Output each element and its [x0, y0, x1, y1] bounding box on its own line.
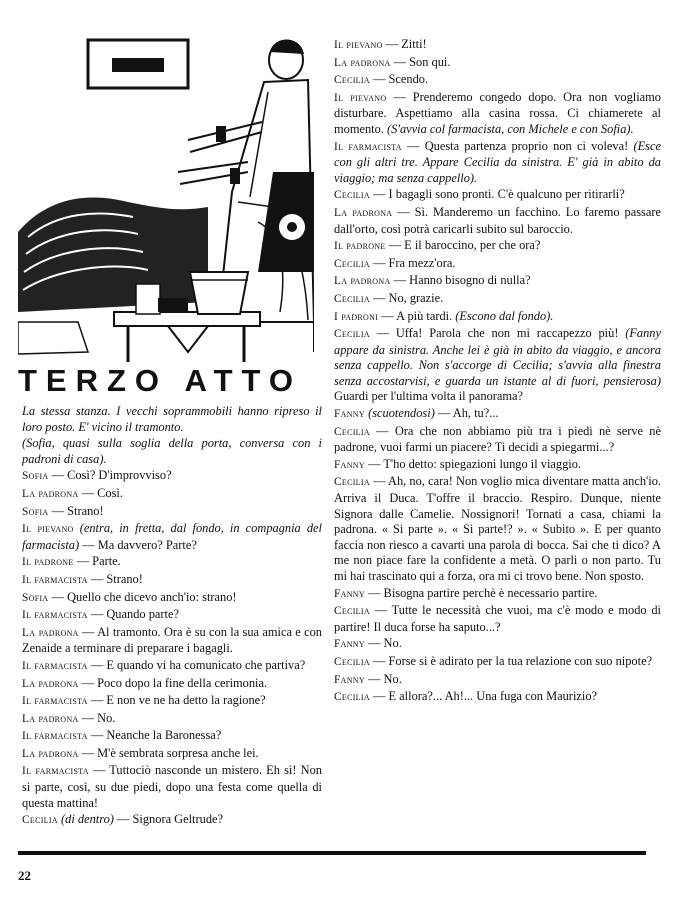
dialogue-text: — Hanno bisogno di nulla? — [393, 273, 531, 288]
speaker-name: Il farmacista — [22, 659, 88, 672]
dialogue-text: — No. — [368, 636, 402, 651]
dialogue-text: Guardi per l'ultima volta il panorama? — [334, 389, 524, 404]
dialogue-line — [22, 572, 322, 589]
speaker-name: Sofia — [22, 591, 49, 604]
dialogue-text: — E quando vi ha comunicato che partiva? — [90, 657, 306, 672]
speaker-name: Il farmacista — [22, 695, 88, 708]
act-title: TERZO ATTO — [18, 363, 303, 398]
speaker-name: Cecilia — [334, 655, 370, 668]
stage-direction: (S'avvia col farmacista, con Michele e con Sofia). — [387, 121, 634, 136]
page-number: 22 — [18, 868, 31, 883]
dialogue-text: — Ora che non abbiamo più tra i piedi nè serve nè padrone, vuoi farmi un piacere? Ti decidi a spiegarmi...? — [334, 423, 661, 455]
dialogue-text: — Tuttociò nasconde un mistero. Eh sì! Non si parte, così, su due piedi, dopo una festa come quella di questa mattina! — [22, 763, 322, 810]
speaker-name: La padrona — [22, 712, 79, 725]
dialogue-text: — Signora Geltrude? — [117, 812, 224, 827]
dialogue-line — [22, 625, 322, 657]
dialogue-text: — Uffa! Parola che non mi raccapezzo più! — [376, 326, 619, 341]
dialogue-line — [334, 256, 661, 273]
dialogue-text: — Prenderemo congedo dopo. Ora non vogliamo disturbare. Aspettiamo alla casina rossa. Ci chiamerete al momento. — [334, 89, 661, 136]
dialogue-line — [334, 424, 661, 456]
speaker-name: Il farmacista — [22, 730, 88, 743]
dialogue-text: — Tutte le necessità che vuoi, ma c'è modo e modo di partire! Il duca forse ha saputo...? — [334, 603, 661, 634]
right-column — [334, 37, 661, 707]
dialogue-line — [22, 763, 322, 811]
dialogue-text: — I bagagli sono pronti. C'è qualcuno per ritirarli? — [373, 187, 625, 202]
dialogue-line — [334, 672, 661, 689]
dialogue-text: — Forse si è adirato per la tua relazione con suo nipote? — [373, 653, 653, 668]
dialogue-line — [334, 406, 661, 423]
dialogue-text: — A più tardi. — [381, 308, 453, 323]
dialogue-line — [22, 746, 322, 763]
dialogue-text: — Quello che dicevo anch'io: strano! — [51, 589, 237, 604]
dialogue-line — [22, 504, 322, 521]
dialogue-text: — Così. — [81, 485, 123, 500]
illustration — [18, 22, 314, 362]
speaker-name: La padrona — [22, 677, 79, 690]
speaker-name: Fanny — [334, 587, 365, 600]
stage-direction: (di dentro) — [61, 812, 114, 827]
stage-direction: (Sofia, quasi sulla soglia della porta, conversa con i padroni di casa). — [22, 436, 322, 466]
dialogue-line — [22, 554, 322, 571]
dialogue-line — [334, 139, 661, 187]
dialogue-text: — Fra mezz'ora. — [373, 255, 456, 270]
stage-direction: (entra, in fretta, dal fondo, in compagnia del farmacista) — [22, 521, 322, 552]
dialogue-text: — Scendo. — [373, 72, 429, 87]
speaker-name: Sofia — [22, 505, 49, 518]
speaker-name: Il farmacista — [334, 140, 402, 153]
speaker-name: Il pievano — [334, 39, 383, 51]
dialogue-text: — Ah, no, cara! Non voglio mica diventare matta anch'io. Arriva il Duca. T'offre il braccio. Respiro. Dunque, niente Signora dalle Camelie. Nossignori! Tornati a casa, chiami la padrona. « Si parte ». « Si parte!? ». « Subito ». E per quanto faccia non riesco a cavarti una parola di bocca. Sai che ti dico? A me non piace fare la confidente a metà. O parli o non parto. Tu mi hai trascinato qui a forza, ora mi ci trovo bene. Non sposto. — [334, 474, 661, 583]
dialogue-line — [334, 187, 661, 204]
dialogue-text: — Son qui. — [393, 54, 451, 69]
dialogue-text: — No. — [81, 710, 116, 725]
speaker-name: La padrona — [334, 56, 391, 69]
dialogue-line — [22, 693, 322, 710]
speaker-name: La padrona — [334, 275, 391, 288]
dialogue-text: — Neanche la Baronessa? — [90, 728, 222, 743]
speaker-name: Cecilia — [334, 476, 370, 489]
dialogue-text: — E non ve ne ha detto la ragione? — [90, 693, 266, 708]
dialogue-line — [334, 326, 661, 405]
illustration-block — [112, 58, 164, 72]
dialogue-line — [22, 521, 322, 553]
dialogue-text: — No. — [368, 671, 402, 686]
dialogue-line — [334, 603, 661, 635]
speaker-name: La padrona — [22, 487, 79, 500]
speaker-name: Il farmacista — [22, 765, 89, 778]
dialogue-line — [22, 590, 322, 607]
dialogue-line — [334, 205, 661, 237]
dialogue-line — [22, 676, 322, 693]
dialogue-line — [334, 309, 661, 326]
dialogue-text: — Parte. — [76, 554, 121, 569]
dialogue-text: — Ma davvero? Parte? — [82, 537, 197, 552]
dialogue-line — [22, 486, 322, 503]
stage-direction: (Esce con gli altri tre. Appare Cecilia da sinistra. E' già in abito da viaggio; ma senza cappello). — [334, 138, 661, 185]
dialogue-line — [22, 812, 322, 829]
speaker-name: Cecilia — [334, 292, 370, 305]
dialogue-text: — M'è sembrata sorpresa anche lei. — [81, 745, 259, 760]
dialogue-line — [334, 586, 661, 603]
dialogue-line — [22, 607, 322, 624]
dialogue-line — [334, 90, 661, 138]
dialogue-text: — Zitti! — [385, 37, 427, 51]
speaker-name: Il padrone — [334, 240, 386, 253]
dialogue-text: — E il baroccino, per che ora? — [388, 238, 541, 253]
dialogue-text: — Ah, tu?... — [437, 406, 499, 421]
dialogue-line — [334, 474, 661, 584]
dialogue-line — [334, 291, 661, 308]
dialogue-line — [334, 37, 661, 54]
dialogue-line — [334, 636, 661, 653]
speaker-name: Il pievano — [334, 91, 387, 104]
speaker-name: La padrona — [334, 206, 393, 219]
dialogue-text: — Così? D'improvviso? — [51, 468, 172, 483]
stage-direction: (Fanny appare da sinistra. Anche lei è già in abito da viaggio, e ancora senza cappello. Non s'accorge di Cecilia; s'avvia alla finestra senza accostarvisi, e guarda un istante al di fuori, pensierosa) — [334, 326, 661, 388]
speaker-name: Il padrone — [22, 556, 74, 569]
speaker-name: Cecilia — [334, 605, 370, 618]
speaker-name: Fanny — [334, 458, 365, 471]
dialogue-text: — Questa partenza proprio non ci voleva! — [407, 138, 629, 153]
speaker-name: Fanny — [334, 638, 365, 651]
speaker-name: Sofia — [22, 470, 49, 483]
dialogue-line — [22, 468, 322, 485]
speaker-name: Il pievano — [22, 523, 74, 536]
speaker-name: Il farmacista — [22, 609, 88, 622]
speaker-name: Fanny — [334, 408, 365, 421]
speaker-name: La padrona — [22, 747, 79, 760]
speaker-name: La padrona — [22, 626, 79, 639]
stage-direction: (scuotendosi) — [368, 406, 435, 421]
dialogue-text: — Al tramonto. Ora è su con la sua amica e con Zenaide a terminare di preparare i bagagli. — [22, 624, 322, 656]
dialogue-text: — Quando parte? — [90, 607, 179, 622]
dialogue-line — [334, 457, 661, 474]
left-column — [22, 404, 322, 830]
dialogue-line — [22, 658, 322, 675]
stage-direction: (Escono dal fondo). — [455, 308, 554, 323]
speaker-name: Cecilia — [334, 74, 370, 87]
speaker-name: I padroni — [334, 310, 379, 323]
speaker-name: Il farmacista — [22, 573, 88, 586]
vase — [190, 272, 248, 314]
dialogue-line — [334, 654, 661, 671]
dialogue-line — [334, 72, 661, 89]
speaker-name: Cecilia — [22, 814, 58, 827]
dialogue-text: — T'ho detto: spiegazioni lungo il viaggio. — [368, 456, 582, 471]
stage-direction: La stessa stanza. I vecchi soprammobili hanno ripreso il loro posto. E' vicino il tramonto. — [22, 404, 322, 434]
dialogue-line — [334, 273, 661, 290]
dialogue-line — [22, 711, 322, 728]
dialogue-text: — Poco dopo la fine della cerimonia. — [81, 675, 268, 690]
dialogue-line — [334, 238, 661, 255]
dialogue-line — [334, 55, 661, 72]
bottom-rule — [18, 851, 646, 855]
dialogue-text: — Bisogna partire perchè è necessario partire. — [368, 585, 598, 600]
dialogue-line — [22, 728, 322, 745]
dialogue-text: — Sì. Manderemo un facchino. Lo faremo passare dall'orto, così potrà caricarli subito sul baroccio. — [334, 204, 661, 236]
speaker-name: Cecilia — [334, 691, 370, 704]
speaker-name: Cecilia — [334, 328, 370, 341]
dialogue-text: — E allora?... Ah!... Una fuga con Maurizio? — [373, 689, 598, 704]
speaker-name: Fanny — [334, 673, 365, 686]
speaker-name: Cecilia — [334, 189, 370, 202]
dialogue-text: — Strano! — [90, 571, 143, 586]
dialogue-text: — Strano! — [51, 503, 104, 518]
speaker-name: Cecilia — [334, 257, 370, 270]
dialogue-line — [334, 689, 661, 706]
speaker-name: Cecilia — [334, 425, 370, 438]
dialogue-text: — No, grazie. — [373, 290, 444, 305]
